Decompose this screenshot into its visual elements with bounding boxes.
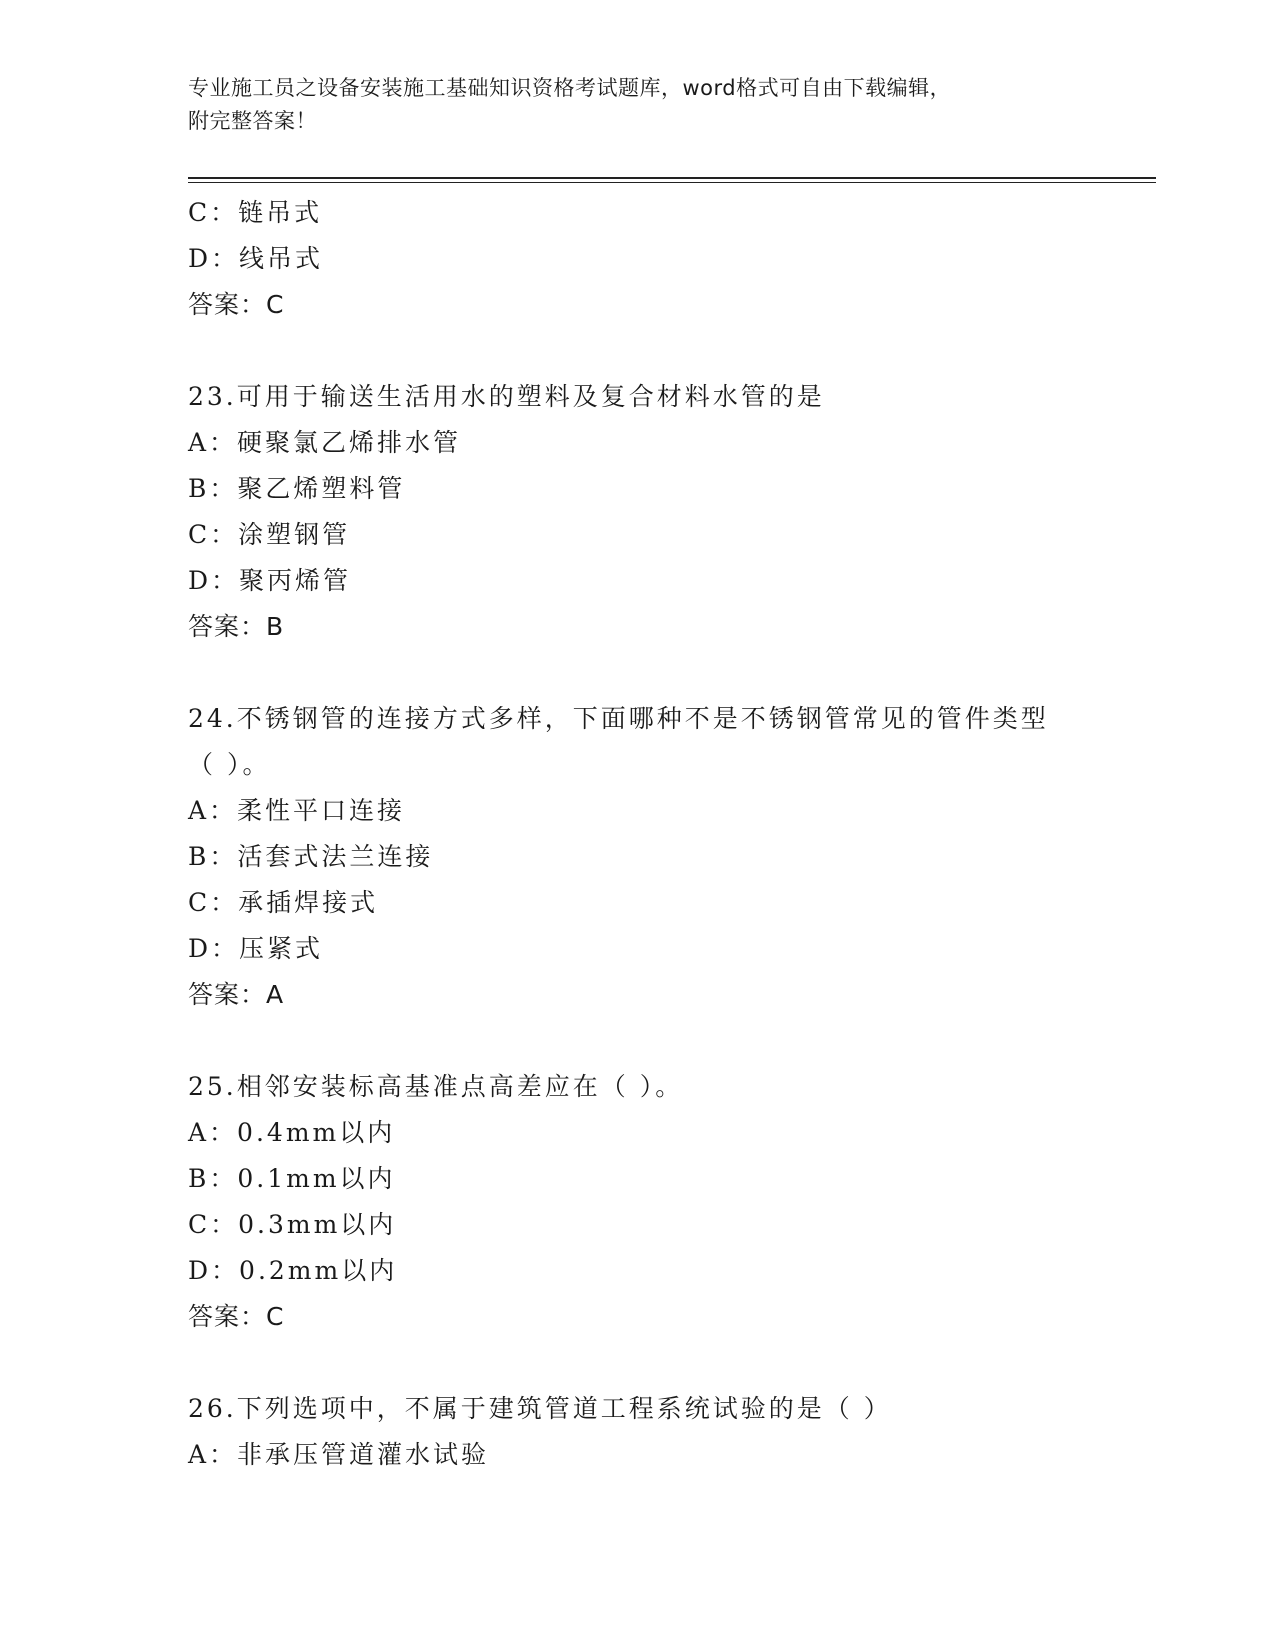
option-a: A：柔性平口连接: [188, 796, 406, 825]
spacer: [188, 650, 1148, 696]
header-divider-thick: [188, 177, 1156, 179]
option-b: B：0.1mm以内: [188, 1164, 396, 1193]
option-d: D：0.2mm以内: [188, 1256, 398, 1285]
question-list: [188, 190, 1148, 1478]
option-b: B：聚乙烯塑料管: [188, 474, 406, 503]
option-d: D：线吊式: [188, 244, 324, 273]
option-b: B：活套式法兰连接: [188, 842, 434, 871]
question-stem: 24.不锈钢管的连接方式多样，下面哪种不是不锈钢管常见的管件类型: [188, 704, 1049, 733]
question-stem-continued: （ ）。: [188, 750, 271, 779]
header-divider-thin: [188, 182, 1156, 183]
option-a: A：0.4mm以内: [188, 1118, 396, 1147]
option-d: D：压紧式: [188, 934, 324, 963]
spacer: [188, 1018, 1148, 1064]
spacer: [188, 328, 1148, 374]
option-a: A：非承压管道灌水试验: [188, 1440, 490, 1469]
document-header: [188, 72, 1088, 138]
answer: 答案：C: [188, 290, 285, 319]
option-c: C：链吊式: [188, 198, 323, 227]
answer: 答案：C: [188, 1302, 285, 1331]
question-stem: 23.可用于输送生活用水的塑料及复合材料水管的是: [188, 382, 825, 411]
question-stem: 25.相邻安装标高基准点高差应在（ ）。: [188, 1072, 684, 1101]
option-c: C：承插焊接式: [188, 888, 379, 917]
header-line-2: 附完整答案！: [188, 109, 317, 133]
question-stem: 26.下列选项中，不属于建筑管道工程系统试验的是（ ）: [188, 1394, 892, 1423]
answer: 答案：A: [188, 980, 285, 1009]
option-c: C：0.3mm以内: [188, 1210, 397, 1239]
option-a: A：硬聚氯乙烯排水管: [188, 428, 462, 457]
option-d: D：聚丙烯管: [188, 566, 352, 595]
header-line-1: 专业施工员之设备安装施工基础知识资格考试题库，word格式可自由下载编辑，: [188, 76, 952, 100]
spacer: [188, 1340, 1148, 1386]
answer: 答案：B: [188, 612, 285, 641]
option-c: C：涂塑钢管: [188, 520, 351, 549]
